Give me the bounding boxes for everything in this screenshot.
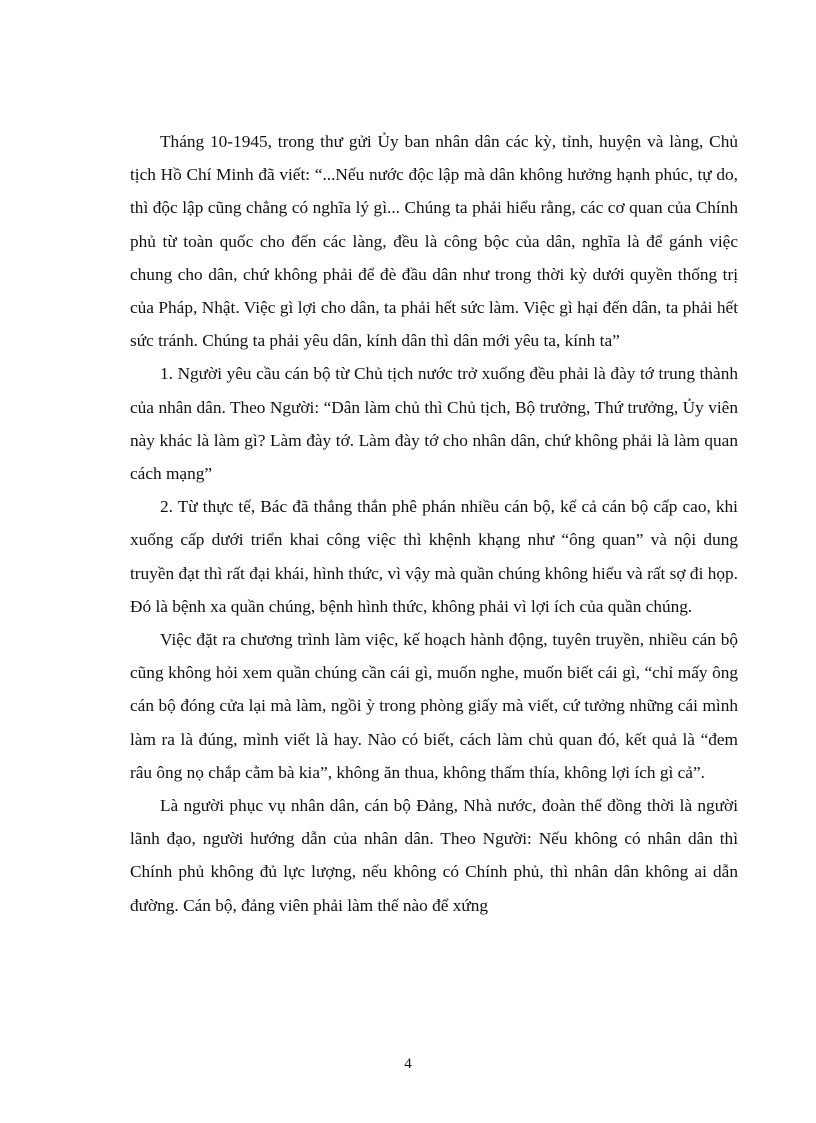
paragraph-point-1: 1. Người yêu cầu cán bộ từ Chủ tịch nước trở xuống đều phải là đày tớ trung thành của nhân dân. Theo Người: “Dân làm chủ thì Chủ tịch, Bộ trưởng, Thứ trưởng, Ủy viên này khác là làm gì? Làm đày tớ. Làm đày tớ cho nhân dân, chứ không phải là làm quan cách mạng”: [130, 364, 738, 484]
paragraph-intro-quote: Tháng 10-1945, trong thư gửi Ủy ban nhân dân các kỳ, tỉnh, huyện và làng, Chủ tịch Hồ Chí Minh đã viết: “...Nếu nước độc lập mà dân không hưởng hạnh phúc, tự do, thì độc lập cũng chẳng có nghĩa lý gì... Chúng ta phải hiểu rằng, các cơ quan của Chính phủ từ toàn quốc cho đến các làng, đều là công bộc của dân, nghĩa là để gánh việc chung cho dân, chứ không phải để đè đầu dân như trong thời kỳ dưới quyền thống trị của Pháp, Nhật. Việc gì lợi cho dân, ta phải hết sức làm. Việc gì hại đến dân, ta phải hết sức tránh. Chúng ta phải yêu dân, kính dân thì dân mới yêu ta, kính ta”: [130, 132, 738, 351]
paragraph-servant-leader: Là người phục vụ nhân dân, cán bộ Đảng, Nhà nước, đoàn thể đồng thời là người lãnh đạo, người hướng dẫn của nhân dân. Theo Người: Nếu không có nhân dân thì Chính phủ không đủ lực lượng, nếu không có Chính phủ, thì nhân dân không ai dẫn đường. Cán bộ, đảng viên phải làm thế nào để xứng: [130, 796, 738, 915]
paragraph-work-plan: Việc đặt ra chương trình làm việc, kế hoạch hành động, tuyên truyền, nhiều cán bộ cũng không hỏi xem quần chúng cần cái gì, muốn nghe, muốn biết cái gì, “chỉ mấy ông cán bộ đóng cửa lại mà làm, ngồi ỳ trong phòng giấy mà viết, cứ tưởng những cái mình làm ra là đúng, mình viết là hay. Nào có biết, cách làm chủ quan đó, kết quả là “đem râu ông nọ chắp cằm bà kia”, không ăn thua, không thấm thía, không lợi ích gì cả”.: [130, 630, 738, 782]
document-body: [130, 125, 738, 922]
page-number: 4: [404, 1056, 412, 1072]
paragraph-point-2: 2. Từ thực tế, Bác đã thẳng thắn phê phán nhiều cán bộ, kể cả cán bộ cấp cao, khi xuống cấp dưới triển khai công việc thì khệnh khạng như “ông quan” và nội dung truyền đạt thì rất đại khái, hình thức, vì vậy mà quần chúng không hiểu và rất sợ đi họp. Đó là bệnh xa quần chúng, bệnh hình thức, không phải vì lợi ích của quần chúng.: [130, 497, 738, 616]
